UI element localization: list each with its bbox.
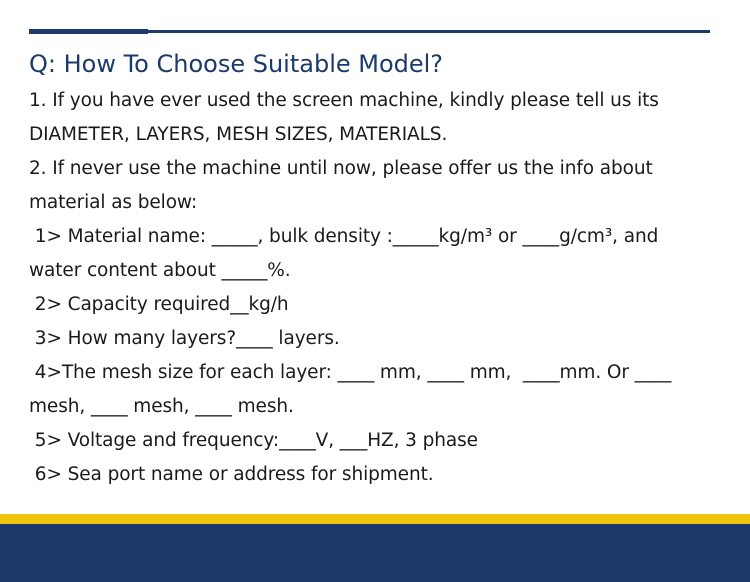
page-title: Q: How To Choose Suitable Model?: [29, 50, 444, 78]
footer-band: [0, 524, 750, 582]
question-body: [29, 84, 719, 492]
text-line: 5> Voltage and frequency:____V, ___HZ, 3 phase: [29, 430, 478, 451]
header-rule: [148, 30, 710, 33]
text-line: 4>The mesh size for each layer: ____ mm, ____ mm, ____mm. Or ____: [29, 362, 672, 383]
header-rule-accent: [29, 29, 148, 34]
footer-stripe: [0, 514, 750, 524]
text-line: mesh, ____ mesh, ____ mesh.: [29, 396, 294, 417]
text-line: 2. If never use the machine until now, please offer us the info about: [29, 158, 653, 179]
text-line: DIAMETER, LAYERS, MESH SIZES, MATERIALS.: [29, 124, 448, 145]
text-line: 1. If you have ever used the screen machine, kindly please tell us its: [29, 90, 659, 111]
text-line: material as below:: [29, 192, 198, 213]
text-line: 2> Capacity required__kg/h: [29, 294, 289, 315]
text-line: 3> How many layers?____ layers.: [29, 328, 340, 349]
text-line: 1> Material name: _____, bulk density :_____kg/m³ or ____g/cm³, and: [29, 226, 659, 247]
text-line: 6> Sea port name or address for shipment.: [29, 464, 434, 485]
text-line: water content about _____%.: [29, 260, 291, 281]
